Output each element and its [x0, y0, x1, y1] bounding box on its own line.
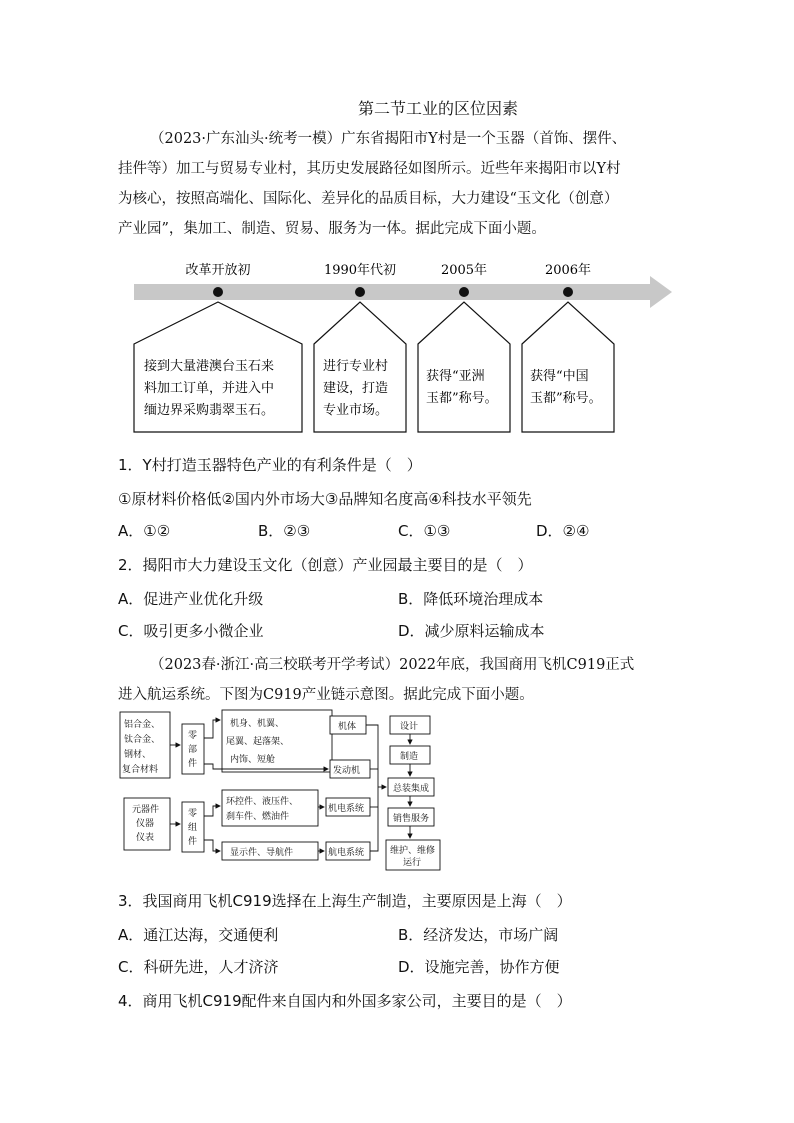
q2-option-a[interactable]: A．促进产业优化升级: [118, 590, 264, 608]
passage1-line2: 挂件等）加工与贸易专业村，其历史发展路径如图所示。近些年来揭阳市以Y村: [118, 161, 621, 177]
airframe-label: 机体: [338, 722, 357, 732]
passage1-line3: 为核心，按照高端化、国际化、差异化的品质目标，大力建设“玉文化（创意）: [118, 191, 619, 207]
timeline-label-1: 改革开放初: [185, 263, 251, 278]
box2-line2: 建设，打造: [323, 381, 389, 396]
timeline-dot-2: [355, 287, 365, 297]
box2-line3: 专业市场。: [323, 403, 389, 418]
passage1-line1: （2023·广东汕头·统考一模）广东省揭阳市Y村是一个玉器（首饰、摆件、: [150, 131, 627, 147]
box4-line1: 获得“中国: [530, 369, 589, 384]
c919-flowchart: [118, 708, 448, 874]
maintenance-line2: 运行: [403, 858, 422, 868]
q1-items: ①原材料价格低②国内外市场大③品牌知名度高④科技水平领先: [118, 490, 532, 508]
timeline-dot-3: [459, 287, 469, 297]
timeline-dot-1: [213, 287, 223, 297]
q2-option-d[interactable]: D．减少原料运输成本: [398, 622, 545, 640]
materials-line1: 铝合金、: [124, 720, 161, 730]
q3-option-b[interactable]: B．经济发达，市场广阔: [398, 926, 559, 944]
assembly-label: 总装集成: [393, 784, 430, 794]
components-line3: 仪表: [136, 833, 155, 843]
avionics-label: 航电系统: [328, 848, 365, 858]
box3-line2: 玉都”称号。: [426, 391, 498, 406]
timeline-box-3: [418, 302, 510, 432]
materials-line4: 复合材料: [122, 765, 159, 775]
passage1-line4: 产业园”，集加工、制造、贸易、服务为一体。据此完成下面小题。: [118, 221, 546, 237]
assemblies-char2: 组: [188, 823, 198, 833]
timeline-figure: [130, 258, 680, 434]
timeline-dot-4: [563, 287, 573, 297]
q1-option-a[interactable]: A．①②: [118, 522, 171, 540]
q2-option-c[interactable]: C．吸引更多小微企业: [118, 622, 264, 640]
sales-label: 销售服务: [393, 814, 430, 824]
q3-option-c[interactable]: C．科研先进，人才济济: [118, 958, 279, 976]
materials-line2: 钛合金、: [124, 735, 161, 745]
display-label: 显示件、导航件: [230, 848, 294, 858]
q3-option-a[interactable]: A．通江达海，交通便利: [118, 926, 279, 944]
parts-char3: 件: [188, 759, 198, 769]
timeline-box-4: [522, 302, 614, 432]
box1-line3: 缅边界采购翡翠玉石。: [144, 403, 275, 418]
components-line1: 元器件: [132, 805, 160, 815]
part-group2-line2: 刹车件、燃油件: [226, 812, 290, 822]
design-label: 设计: [400, 722, 419, 732]
q2-stem: 2．揭阳市大力建设玉文化（创意）产业园最主要目的是（ ）: [118, 556, 533, 574]
maintenance-line1: 维护、维修: [390, 846, 436, 856]
engine-label: 发动机: [333, 766, 361, 776]
timeline-label-3: 2005年: [440, 263, 488, 278]
part-group1-line1: 机身、机翼、: [230, 719, 285, 729]
q4-stem: 4．商用飞机C919配件来自国内和外国多家公司，主要目的是（ ）: [118, 992, 572, 1010]
assemblies-char3: 件: [188, 837, 198, 847]
q1-option-b[interactable]: B．②③: [258, 522, 311, 540]
q1-option-c[interactable]: C．①③: [398, 522, 451, 540]
q3-stem: 3．我国商用飞机C919选择在上海生产制造，主要原因是上海（ ）: [118, 892, 572, 910]
timeline-label-4: 2006年: [544, 263, 592, 278]
q1-option-d[interactable]: D．②④: [536, 522, 590, 540]
mech-sys-label: 机电系统: [328, 804, 365, 814]
page-title: 第二节工业的区位因素: [358, 99, 519, 118]
assemblies-char1: 零: [188, 809, 198, 819]
box3-line1: 获得“亚洲: [426, 369, 485, 384]
passage2-line2: 进入航运系统。下图为C919产业链示意图。据此完成下面小题。: [118, 687, 534, 703]
part-group2-line1: 环控件、液压件、: [226, 797, 299, 807]
part-group1-line3: 内饰、短舱: [230, 755, 276, 765]
q3-option-d[interactable]: D．设施完善，协作方便: [398, 958, 560, 976]
q2-option-b[interactable]: B．降低环境治理成本: [398, 590, 544, 608]
parts-char1: 零: [188, 731, 198, 741]
q1-stem: 1．Y村打造玉器特色产业的有利条件是（ ）: [118, 456, 422, 474]
parts-char2: 部: [188, 745, 198, 755]
passage2-line1: （2023春·浙江·高三校联考开学考试）2022年底，我国商用飞机C919正式: [150, 657, 635, 673]
components-line2: 仪器: [136, 819, 155, 829]
materials-line3: 钢材、: [124, 750, 152, 760]
manufacture-label: 制造: [400, 752, 419, 762]
box2-line1: 进行专业村: [323, 359, 389, 374]
part-group1-line2: 尾翼、起落架、: [226, 737, 290, 747]
box4-line2: 玉都”称号。: [530, 391, 602, 406]
box1-line1: 接到大量港澳台玉石来: [144, 359, 275, 374]
timeline-label-2: 1990年代初: [323, 263, 397, 278]
box1-line2: 料加工订单，并进入中: [144, 381, 275, 396]
